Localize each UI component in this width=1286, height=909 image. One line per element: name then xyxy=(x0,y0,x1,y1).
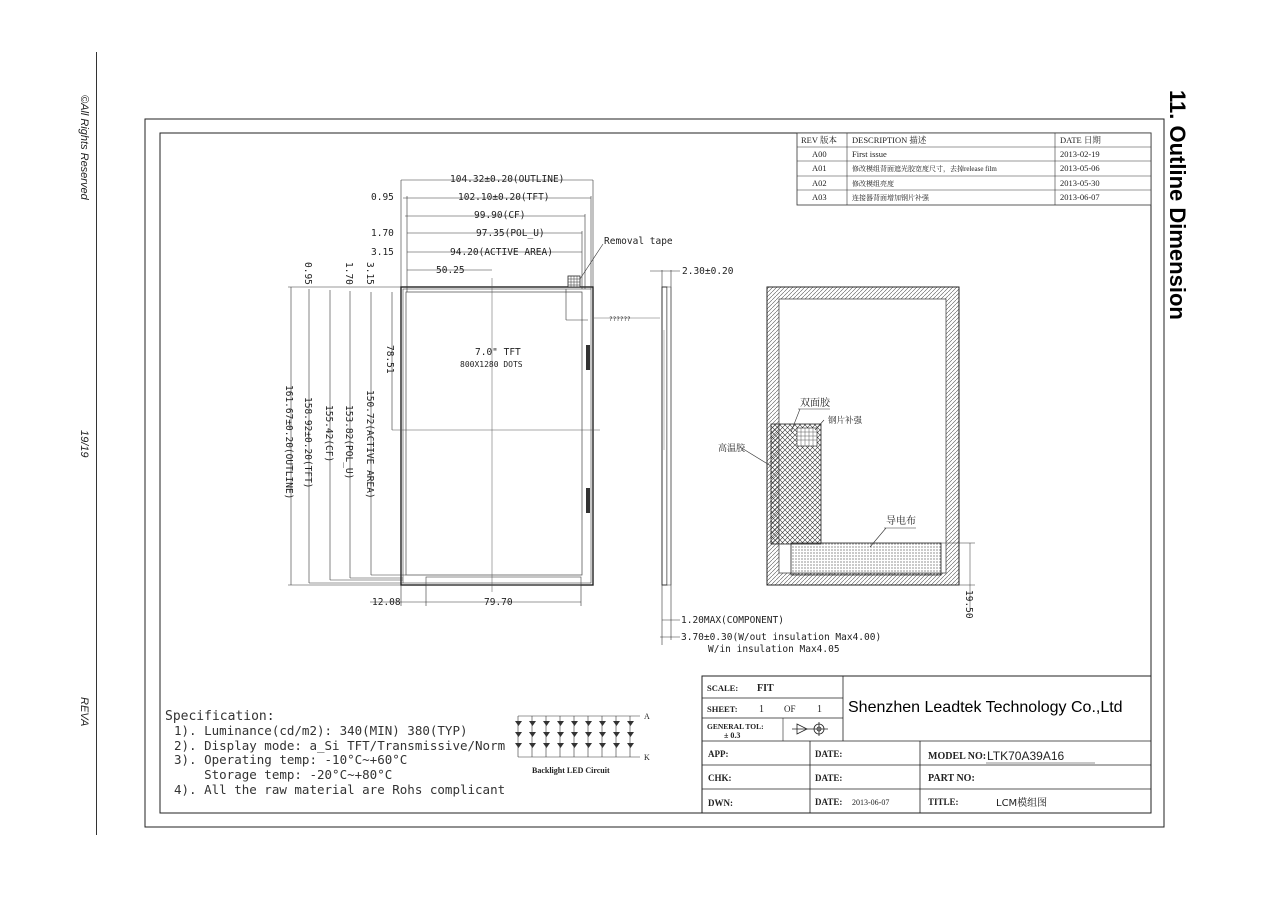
dim-active-width: 94.20(ACTIVE AREA) xyxy=(450,247,553,258)
spec-line: 2). Display mode: a_Si TFT/Transmissive/Norm xyxy=(174,738,506,753)
dim-bottom-offset: 12.08 xyxy=(372,597,401,608)
title-label: TITLE: xyxy=(928,797,959,807)
date-cell: 2013-02-19 xyxy=(1060,149,1100,159)
front-active-area xyxy=(406,292,582,575)
sheet-value: 1 xyxy=(759,704,764,715)
sheet-label: SHEET: xyxy=(707,704,738,714)
dim-pol-height: 153.82(POL_U) xyxy=(343,405,354,480)
rev-cell: A00 xyxy=(812,149,827,159)
desc-cell: 连接器背面增加钢片补强 xyxy=(852,194,929,202)
scale-value: FIT xyxy=(757,683,774,694)
sheet-total: 1 xyxy=(817,704,822,715)
section-title: 11. Outline Dimension xyxy=(1165,90,1190,320)
date-label-app: DATE: xyxy=(815,749,843,759)
dim-pol-width: 97.35(POL_U) xyxy=(476,228,545,239)
app-label: APP: xyxy=(708,749,729,759)
date-cell: 2013-05-06 xyxy=(1060,163,1100,173)
revision-table xyxy=(797,133,1151,205)
side-insulation-in: W/in insulation Max4.05 xyxy=(708,644,840,655)
rev-cell: A03 xyxy=(812,192,827,202)
model-value: LTK70A39A16 xyxy=(987,749,1065,763)
page-number: 19/19 xyxy=(78,430,90,458)
backlight-circuit xyxy=(515,712,650,775)
anode-label: A xyxy=(644,712,650,721)
outer-frame xyxy=(145,119,1164,827)
dim-outline-height: 161.67±0.20(OUTLINE) xyxy=(283,385,294,500)
dim-19-50: 19.50 xyxy=(963,590,974,619)
dim-active-height: 150.72(ACTIVE AREA) xyxy=(364,390,375,499)
specification xyxy=(165,709,505,797)
date-cell: 2013-05-30 xyxy=(1060,178,1100,188)
side-insulation-out: 3.70±0.30(W/out insulation Max4.00) xyxy=(681,632,882,643)
dim-bottom-width: 79.70 xyxy=(484,597,513,608)
spec-line: Storage temp: -20°C~+80°C xyxy=(174,767,393,782)
label-double-tape: 双面胶 xyxy=(800,398,830,409)
dim-tft-height: 158.92±0.20(TFT) xyxy=(302,397,313,489)
spec-line: 4). All the raw material are Rohs complicant xyxy=(174,782,506,797)
company-name: Shenzhen Leadtek Technology Co.,Ltd xyxy=(848,699,1123,716)
desc-cell: First issue xyxy=(852,149,887,159)
tol-label: GENERAL TOL: xyxy=(707,722,764,731)
date-label-dwn: DATE: xyxy=(815,797,843,807)
dim-tft-width: 102.10±0.20(TFT) xyxy=(458,192,550,203)
dim-top-offset-3: 3.15 xyxy=(371,247,394,258)
spec-heading: Specification: xyxy=(165,709,275,724)
cathode-label: K xyxy=(644,753,650,762)
label-conductive: 导电布 xyxy=(886,516,916,527)
conductive-cloth-area xyxy=(791,543,941,575)
backlight-label: Backlight LED Circuit xyxy=(532,766,610,775)
projection-symbol-icon xyxy=(792,722,828,736)
dim-center-height: 78.51 xyxy=(384,345,395,374)
dim-top-offset-2: 1.70 xyxy=(371,228,394,239)
front-label-tft: 7.0" TFT xyxy=(475,347,521,358)
revision-marker: REVA xyxy=(78,697,90,727)
label-steel: 钢片补强 xyxy=(828,416,863,426)
left-dimension-labels xyxy=(283,262,395,499)
spec-line: 3). Operating temp: -10°C~+60°C xyxy=(174,752,408,767)
dim-left-offset-2: 1.70 xyxy=(343,262,354,285)
rev-cell: A01 xyxy=(812,163,827,173)
part-label: PART NO: xyxy=(928,773,975,784)
removal-tape-label: Removal tape xyxy=(604,236,673,247)
dim-outline-width: 104.32±0.20(OUTLINE) xyxy=(450,174,565,185)
title-value: LCM模组图 xyxy=(996,798,1048,809)
title-block xyxy=(702,676,1151,813)
dim-top-offset-1: 0.95 xyxy=(371,192,394,203)
front-outline xyxy=(401,287,593,585)
label-high-temp: 高温胶 xyxy=(718,444,746,454)
dim-left-offset-1: 0.95 xyxy=(302,262,313,285)
side-thickness: 2.30±0.20 xyxy=(682,266,734,277)
desc-header: DESCRIPTION 描述 xyxy=(852,135,927,145)
side-mark: ?????? xyxy=(609,316,631,323)
scale-label: SCALE: xyxy=(707,683,739,693)
dim-cf-width: 99.90(CF) xyxy=(474,210,526,221)
rights-reserved-text: ©All Rights Reserved xyxy=(78,95,90,200)
date-value-dwn: 2013-06-07 xyxy=(852,798,890,807)
front-view xyxy=(283,174,673,608)
desc-cell: 修改模组亮度 xyxy=(852,180,894,188)
dim-cf-height: 155.42(CF) xyxy=(323,405,334,463)
front-label-dots: 800X1280 DOTS xyxy=(460,360,523,369)
front-tft xyxy=(403,289,591,583)
dim-center-offset: 50.25 xyxy=(436,265,465,276)
back-view xyxy=(718,287,975,619)
rev-header: REV 版本 xyxy=(801,135,837,145)
dwn-label: DWN: xyxy=(708,798,733,808)
date-header: DATE 日期 xyxy=(1060,135,1101,145)
date-cell: 2013-06-07 xyxy=(1060,192,1100,202)
spec-line: 1). Luminance(cd/m2): 340(MIN) 380(TYP) xyxy=(174,723,468,738)
tol-value: ± 0.3 xyxy=(724,731,741,740)
model-label: MODEL NO: xyxy=(928,751,987,762)
chk-label: CHK: xyxy=(708,773,732,783)
rev-cell: A02 xyxy=(812,178,827,188)
side-component: 1.20MAX(COMPONENT) xyxy=(681,615,784,626)
sheet-of: OF xyxy=(784,704,796,714)
desc-cell: 修改模组背面遮光胶宽度尺寸，去掉release film xyxy=(852,165,997,173)
date-label-chk: DATE: xyxy=(815,773,843,783)
dim-left-offset-3: 3.15 xyxy=(364,262,375,285)
